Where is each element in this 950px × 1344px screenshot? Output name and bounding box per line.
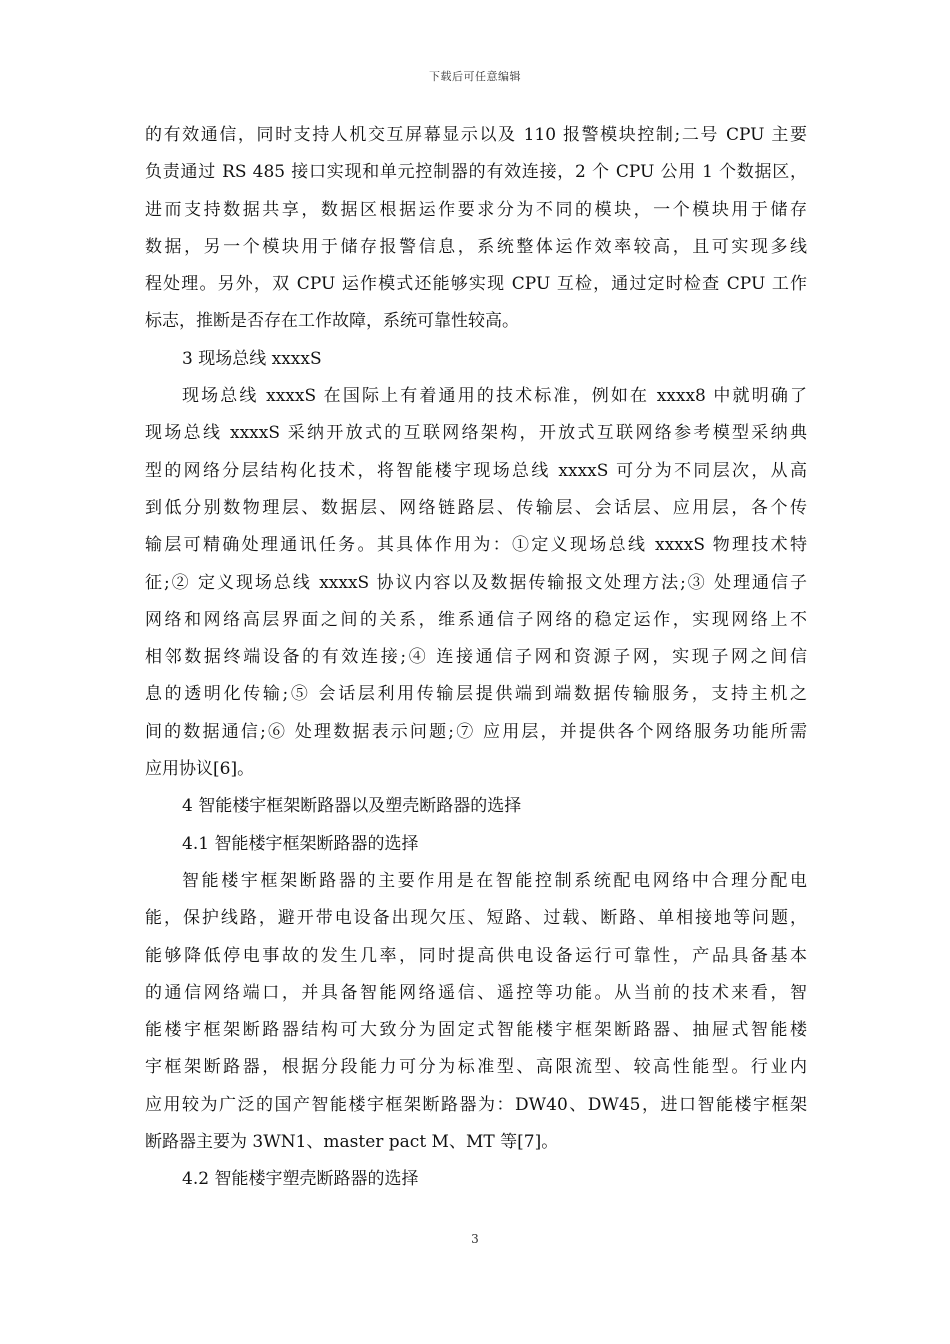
text-line: 程处理。另外，双 CPU 运作模式还能够实现 CPU 互检，通过定时检查 CPU 工作: [145, 274, 807, 295]
subsection-heading: 4.1 智能楼宇框架断路器的选择: [182, 833, 419, 854]
text-line: 输层可精确处理通讯任务。其具体作用为：①定义现场总线 xxxxS 物理技术特: [145, 535, 807, 556]
text-line: 型的网络分层结构化技术，将智能楼宇现场总线 xxxxS 可分为不同层次，从高: [145, 460, 807, 481]
text-line: 现场总线 xxxxS 采纳开放式的互联网络架构，开放式互联网络参考模型采纳典: [145, 423, 807, 444]
text-line: 的通信网络端口，并具备智能网络遥信、遥控等功能。从当前的技术来看，智: [145, 982, 807, 1003]
text-line: 数据，另一个模块用于储存报警信息，系统整体运作效率较高，且可实现多线: [145, 236, 807, 257]
text-line: 智能楼宇框架断路器的主要作用是在智能控制系统配电网络中合理分配电: [182, 870, 807, 891]
section-heading: 3 现场总线 xxxxS: [182, 348, 322, 369]
text-line: 间的数据通信;⑥ 处理数据表示问题;⑦ 应用层，并提供各个网络服务功能所需: [145, 721, 807, 742]
text-line: 断路器主要为 3WN1、master pact M、MT 等[7]。: [145, 1132, 559, 1153]
text-line: 能，保护线路，避开带电设备出现欠压、短路、过载、断路、单相接地等问题，: [145, 908, 807, 929]
section-heading: 4 智能楼宇框架断路器以及塑壳断路器的选择: [182, 796, 522, 817]
text-line: 息的透明化传输;⑤ 会话层利用传输层提供端到端数据传输服务，支持主机之: [145, 684, 807, 705]
text-line: 相邻数据终端设备的有效连接;④ 连接通信子网和资源子网，实现子网之间信: [145, 647, 807, 668]
text-line: 网络和网络高层界面之间的关系，维系通信子网络的稳定运作，实现网络上不: [145, 609, 807, 630]
text-line: 应用协议[6]。: [145, 759, 255, 780]
text-line: 负责通过 RS 485 接口实现和单元控制器的有效连接，2 个 CPU 公用 1 个数据区，: [145, 162, 807, 183]
subsection-heading: 4.2 智能楼宇塑壳断路器的选择: [182, 1169, 419, 1190]
text-line: 进而支持数据共享，数据区根据运作要求分为不同的模块，一个模块用于储存: [145, 199, 807, 220]
text-line: 能楼宇框架断路器结构可大致分为固定式智能楼宇框架断路器、抽屉式智能楼: [145, 1020, 807, 1041]
text-line: 现场总线 xxxxS 在国际上有着通用的技术标准，例如在 xxxx8 中就明确了: [182, 386, 807, 407]
text-line: 征;② 定义现场总线 xxxxS 协议内容以及数据传输报文处理方法;③ 处理通信子: [145, 572, 807, 593]
page-header: 下载后可任意编辑: [429, 70, 521, 83]
text-line: 到低分别数物理层、数据层、网络链路层、传输层、会话层、应用层，各个传: [145, 497, 807, 518]
text-line: 能够降低停电事故的发生几率，同时提高供电设备运行可靠性，产品具备基本: [145, 945, 807, 966]
text-line: 标志，推断是否存在工作故障，系统可靠性较高。: [145, 311, 519, 332]
text-line: 宇框架断路器，根据分段能力可分为标准型、高限流型、较高性能型。行业内: [145, 1057, 807, 1078]
body-text: [145, 117, 807, 1199]
text-line: 应用较为广泛的国产智能楼宇框架断路器为：DW40、DW45，进口智能楼宇框架: [145, 1094, 807, 1115]
text-line: 的有效通信，同时支持人机交互屏幕显示以及 110 报警模块控制;二号 CPU 主要: [145, 125, 807, 145]
page-number: 3: [471, 1232, 479, 1246]
